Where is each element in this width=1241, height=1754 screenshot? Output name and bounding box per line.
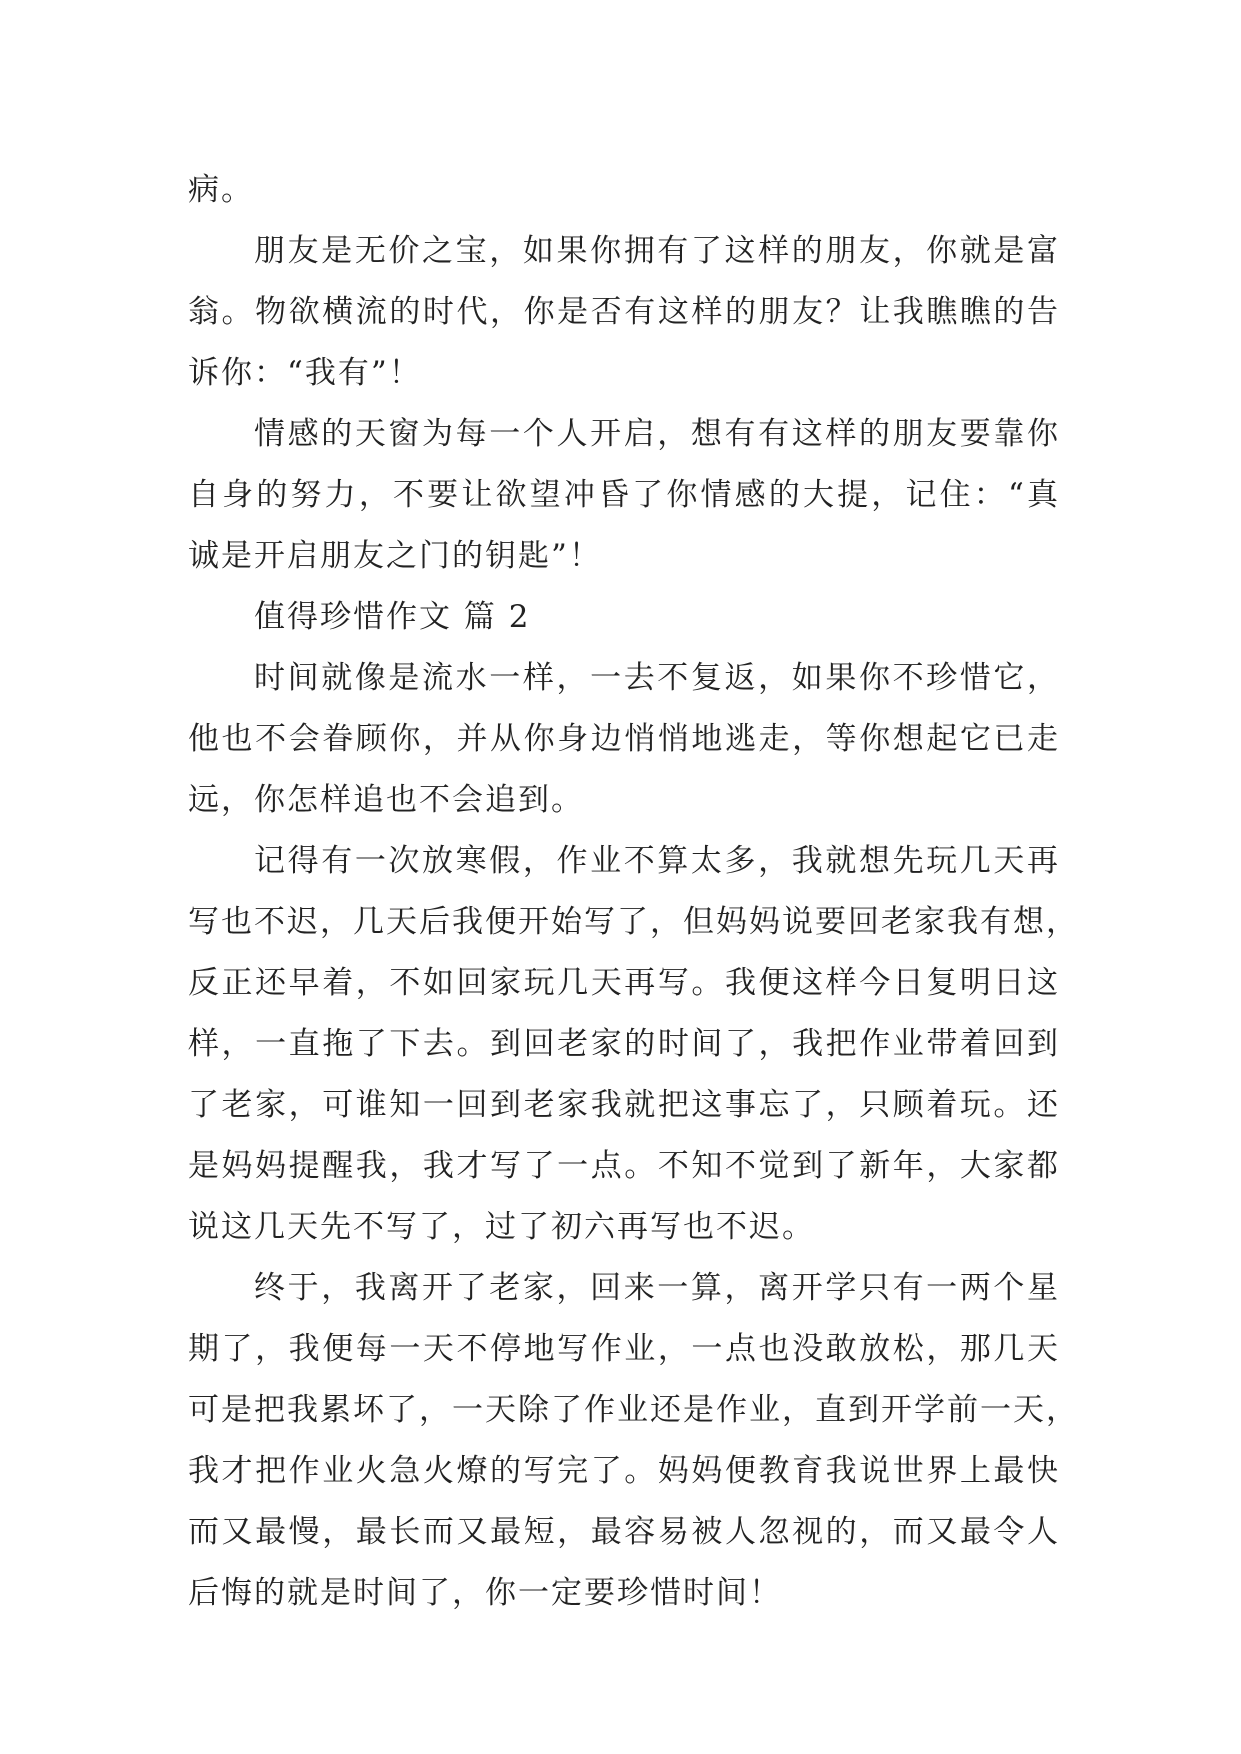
document-body <box>188 160 1079 1624</box>
paragraph <box>188 831 1079 1258</box>
text-line: 诚是开启朋友之门的钥匙”！ <box>188 538 602 574</box>
paragraph <box>188 404 1060 587</box>
text-line: 反正还早着，不如回家玩几天再写。我便这样今日复明日这 <box>188 965 1060 1001</box>
text-line: 了老家，可谁知一回到老家我就把这事忘了，只顾着玩。还 <box>188 1087 1060 1123</box>
text-line: 写也不迟，几天后我便开始写了，但妈妈说要回老家我有想， <box>188 904 1079 940</box>
text-line: 我才把作业火急火燎的写完了。妈妈便教育我说世界上最快 <box>188 1453 1060 1489</box>
text-line: 说这几天先不写了，过了初六再写也不迟。 <box>188 1209 815 1245</box>
text-line: 时间就像是流水一样，一去不复返，如果你不珍惜它， <box>254 660 1060 696</box>
paragraph <box>188 1258 1079 1624</box>
text-line: 翁。物欲横流的时代，你是否有这样的朋友？让我瞧瞧的告 <box>188 294 1060 330</box>
text-line: 样，一直拖了下去。到回老家的时间了，我把作业带着回到 <box>188 1026 1060 1062</box>
text-line: 朋友是无价之宝，如果你拥有了这样的朋友，你就是富 <box>254 233 1060 269</box>
paragraph <box>188 221 1060 404</box>
paragraph <box>188 160 1060 221</box>
text-line: 诉你：“我有”！ <box>188 355 422 391</box>
text-line: 他也不会眷顾你，并从你身边悄悄地逃走，等你想起它已走 <box>188 721 1060 757</box>
text-line: 值得珍惜作文 篇 2 <box>254 599 531 635</box>
text-line: 后悔的就是时间了，你一定要珍惜时间！ <box>188 1575 782 1611</box>
text-line: 病。 <box>188 172 254 208</box>
text-line: 终于，我离开了老家，回来一算，离开学只有一两个星 <box>254 1270 1060 1306</box>
section-heading <box>188 587 1060 648</box>
text-line: 期了，我便每一天不停地写作业，一点也没敢放松，那几天 <box>188 1331 1060 1367</box>
text-line: 是妈妈提醒我，我才写了一点。不知不觉到了新年，大家都 <box>188 1148 1060 1184</box>
text-line: 自身的努力，不要让欲望冲昏了你情感的大提，记住：“真 <box>188 477 1060 513</box>
text-line: 情感的天窗为每一个人开启，想有有这样的朋友要靠你 <box>254 416 1060 452</box>
paragraph <box>188 648 1060 831</box>
text-line: 记得有一次放寒假，作业不算太多，我就想先玩几天再 <box>254 843 1060 879</box>
text-line: 远，你怎样追也不会追到。 <box>188 782 584 818</box>
text-line: 可是把我累坏了，一天除了作业还是作业，直到开学前一天， <box>188 1392 1079 1428</box>
text-line: 而又最慢，最长而又最短，最容易被人忽视的，而又最令人 <box>188 1514 1060 1550</box>
